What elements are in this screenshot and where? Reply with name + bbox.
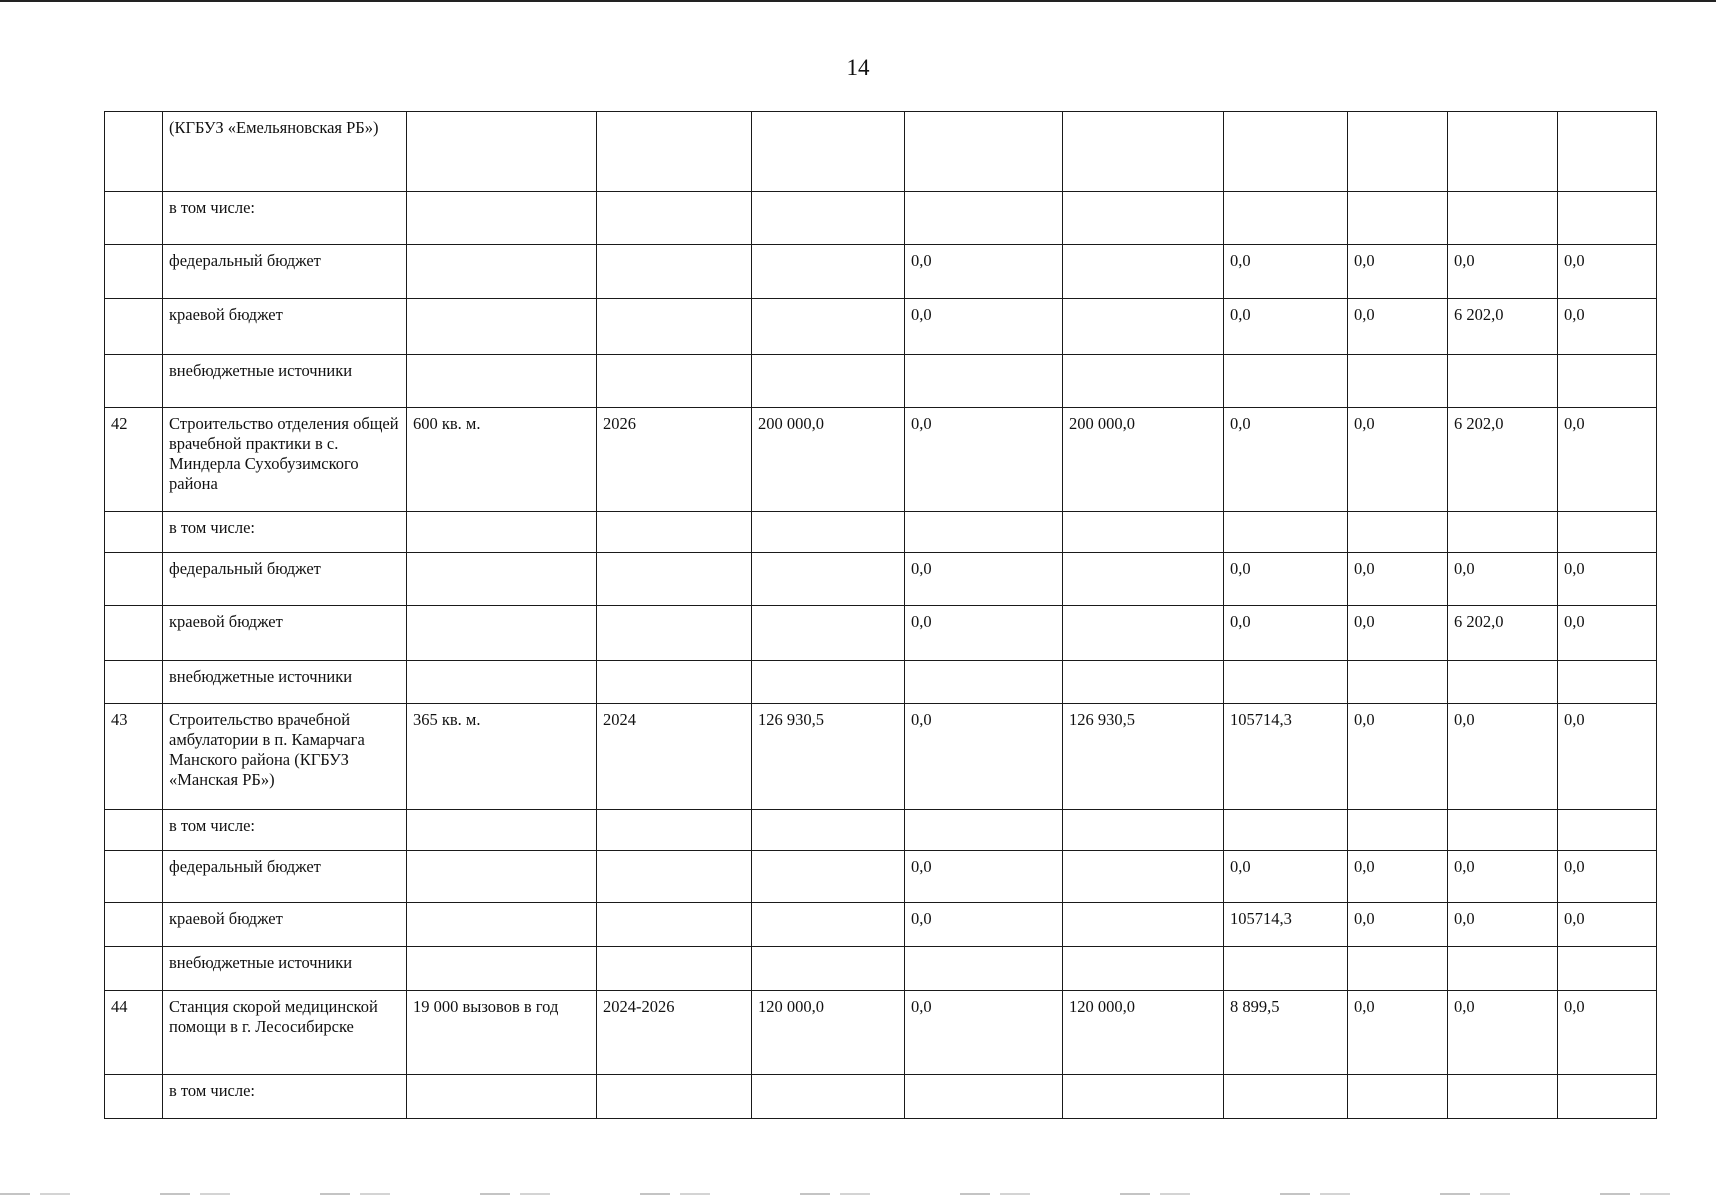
table-row (105, 991, 1657, 1075)
col-10-cell (1448, 112, 1558, 192)
col-6-cell: 0,0 (905, 553, 1063, 606)
total-cost-cell (752, 299, 905, 355)
col-7-cell (1063, 245, 1224, 299)
budget-table (104, 111, 1657, 1119)
table-row (105, 408, 1657, 512)
name-cell: внебюджетные источники (163, 661, 407, 704)
col-8-cell: 105714,3 (1224, 903, 1348, 947)
col-9-cell (1348, 947, 1448, 991)
row-number-cell (105, 512, 163, 553)
col-10-cell (1448, 192, 1558, 245)
col-6-cell: 0,0 (905, 606, 1063, 661)
total-cost-cell: 120 000,0 (752, 991, 905, 1075)
col-10-cell: 0,0 (1448, 553, 1558, 606)
col-11-cell: 0,0 (1558, 606, 1657, 661)
row-number-cell (105, 661, 163, 704)
col-7-cell (1063, 512, 1224, 553)
col-8-cell: 0,0 (1224, 245, 1348, 299)
capacity-cell (407, 1075, 597, 1119)
top-border-line (0, 0, 1716, 2)
col-11-cell: 0,0 (1558, 299, 1657, 355)
col-7-cell (1063, 355, 1224, 408)
col-6-cell (905, 1075, 1063, 1119)
col-11-cell (1558, 810, 1657, 851)
period-cell (597, 355, 752, 408)
col-11-cell (1558, 1075, 1657, 1119)
row-number-cell (105, 299, 163, 355)
col-7-cell: 120 000,0 (1063, 991, 1224, 1075)
period-cell (597, 661, 752, 704)
period-cell (597, 851, 752, 903)
total-cost-cell (752, 355, 905, 408)
col-6-cell (905, 661, 1063, 704)
col-8-cell (1224, 355, 1348, 408)
col-6-cell (905, 112, 1063, 192)
col-6-cell: 0,0 (905, 704, 1063, 810)
total-cost-cell (752, 1075, 905, 1119)
capacity-cell (407, 112, 597, 192)
table-row (105, 851, 1657, 903)
col-10-cell: 6 202,0 (1448, 408, 1558, 512)
col-8-cell (1224, 810, 1348, 851)
col-9-cell (1348, 810, 1448, 851)
col-11-cell (1558, 192, 1657, 245)
col-6-cell (905, 512, 1063, 553)
table-row (105, 661, 1657, 704)
row-number-cell (105, 1075, 163, 1119)
name-cell: Строительство врачебной амбулатории в п. Камарчага Манского района (КГБУЗ «Манская РБ») (163, 704, 407, 810)
col-9-cell (1348, 1075, 1448, 1119)
col-7-cell (1063, 1075, 1224, 1119)
col-7-cell (1063, 606, 1224, 661)
capacity-cell (407, 553, 597, 606)
col-10-cell: 0,0 (1448, 245, 1558, 299)
col-7-cell (1063, 112, 1224, 192)
period-cell (597, 810, 752, 851)
name-cell: (КГБУЗ «Емельяновская РБ») (163, 112, 407, 192)
table-body (105, 112, 1657, 1119)
table-row (105, 553, 1657, 606)
row-number-cell: 42 (105, 408, 163, 512)
row-number-cell (105, 245, 163, 299)
period-cell (597, 299, 752, 355)
col-6-cell (905, 192, 1063, 245)
capacity-cell: 365 кв. м. (407, 704, 597, 810)
period-cell (597, 112, 752, 192)
table-row (105, 112, 1657, 192)
total-cost-cell (752, 947, 905, 991)
total-cost-cell: 126 930,5 (752, 704, 905, 810)
col-6-cell: 0,0 (905, 903, 1063, 947)
period-cell (597, 606, 752, 661)
row-number-cell (105, 112, 163, 192)
col-9-cell: 0,0 (1348, 299, 1448, 355)
total-cost-cell (752, 192, 905, 245)
col-10-cell (1448, 947, 1558, 991)
page-number: 14 (846, 55, 870, 80)
col-6-cell: 0,0 (905, 408, 1063, 512)
col-7-cell (1063, 851, 1224, 903)
row-number-cell (105, 355, 163, 408)
period-cell (597, 192, 752, 245)
col-7-cell: 200 000,0 (1063, 408, 1224, 512)
col-9-cell (1348, 512, 1448, 553)
col-7-cell (1063, 947, 1224, 991)
capacity-cell (407, 355, 597, 408)
row-number-cell (105, 553, 163, 606)
col-7-cell: 126 930,5 (1063, 704, 1224, 810)
col-11-cell (1558, 947, 1657, 991)
capacity-cell (407, 851, 597, 903)
col-8-cell (1224, 1075, 1348, 1119)
period-cell (597, 1075, 752, 1119)
table-row (105, 810, 1657, 851)
col-11-cell: 0,0 (1558, 553, 1657, 606)
col-9-cell: 0,0 (1348, 553, 1448, 606)
col-10-cell: 0,0 (1448, 991, 1558, 1075)
name-cell: в том числе: (163, 1075, 407, 1119)
col-6-cell: 0,0 (905, 245, 1063, 299)
col-11-cell (1558, 355, 1657, 408)
col-6-cell (905, 810, 1063, 851)
name-cell: краевой бюджет (163, 903, 407, 947)
col-7-cell (1063, 192, 1224, 245)
col-8-cell (1224, 112, 1348, 192)
col-10-cell: 6 202,0 (1448, 299, 1558, 355)
name-cell: в том числе: (163, 512, 407, 553)
col-7-cell (1063, 903, 1224, 947)
capacity-cell (407, 947, 597, 991)
col-8-cell (1224, 192, 1348, 245)
col-9-cell (1348, 355, 1448, 408)
col-9-cell: 0,0 (1348, 408, 1448, 512)
name-cell: краевой бюджет (163, 606, 407, 661)
name-cell: внебюджетные источники (163, 355, 407, 408)
capacity-cell (407, 903, 597, 947)
col-9-cell: 0,0 (1348, 245, 1448, 299)
col-11-cell (1558, 112, 1657, 192)
col-11-cell (1558, 512, 1657, 553)
col-9-cell (1348, 112, 1448, 192)
col-9-cell (1348, 661, 1448, 704)
col-8-cell (1224, 947, 1348, 991)
col-8-cell: 105714,3 (1224, 704, 1348, 810)
col-6-cell (905, 355, 1063, 408)
col-8-cell: 0,0 (1224, 299, 1348, 355)
col-9-cell: 0,0 (1348, 704, 1448, 810)
name-cell: в том числе: (163, 810, 407, 851)
period-cell: 2024 (597, 704, 752, 810)
table-row (105, 704, 1657, 810)
col-8-cell (1224, 661, 1348, 704)
scan-artifact-line (0, 1193, 1716, 1195)
col-9-cell (1348, 192, 1448, 245)
col-11-cell: 0,0 (1558, 245, 1657, 299)
col-7-cell (1063, 810, 1224, 851)
total-cost-cell (752, 112, 905, 192)
table-row (105, 245, 1657, 299)
table-row (105, 355, 1657, 408)
col-11-cell: 0,0 (1558, 903, 1657, 947)
col-10-cell: 0,0 (1448, 704, 1558, 810)
col-6-cell: 0,0 (905, 991, 1063, 1075)
table-row (105, 1075, 1657, 1119)
capacity-cell (407, 606, 597, 661)
col-9-cell: 0,0 (1348, 606, 1448, 661)
table-row (105, 606, 1657, 661)
total-cost-cell (752, 512, 905, 553)
capacity-cell: 600 кв. м. (407, 408, 597, 512)
col-6-cell: 0,0 (905, 299, 1063, 355)
capacity-cell (407, 512, 597, 553)
row-number-cell (105, 606, 163, 661)
name-cell: внебюджетные источники (163, 947, 407, 991)
col-10-cell (1448, 512, 1558, 553)
col-8-cell: 0,0 (1224, 851, 1348, 903)
period-cell (597, 245, 752, 299)
col-11-cell: 0,0 (1558, 704, 1657, 810)
col-8-cell: 0,0 (1224, 606, 1348, 661)
name-cell: федеральный бюджет (163, 245, 407, 299)
capacity-cell (407, 299, 597, 355)
row-number-cell (105, 947, 163, 991)
col-6-cell: 0,0 (905, 851, 1063, 903)
col-11-cell: 0,0 (1558, 408, 1657, 512)
name-cell: в том числе: (163, 192, 407, 245)
table-row (105, 512, 1657, 553)
row-number-cell: 44 (105, 991, 163, 1075)
period-cell (597, 947, 752, 991)
total-cost-cell (752, 606, 905, 661)
col-7-cell (1063, 553, 1224, 606)
col-11-cell: 0,0 (1558, 851, 1657, 903)
col-10-cell (1448, 1075, 1558, 1119)
period-cell: 2026 (597, 408, 752, 512)
col-10-cell: 0,0 (1448, 851, 1558, 903)
col-11-cell: 0,0 (1558, 991, 1657, 1075)
total-cost-cell: 200 000,0 (752, 408, 905, 512)
col-9-cell: 0,0 (1348, 851, 1448, 903)
col-10-cell (1448, 810, 1558, 851)
col-10-cell: 6 202,0 (1448, 606, 1558, 661)
col-10-cell (1448, 355, 1558, 408)
period-cell: 2024-2026 (597, 991, 752, 1075)
total-cost-cell (752, 903, 905, 947)
name-cell: краевой бюджет (163, 299, 407, 355)
row-number-cell (105, 810, 163, 851)
total-cost-cell (752, 661, 905, 704)
col-9-cell: 0,0 (1348, 903, 1448, 947)
period-cell (597, 512, 752, 553)
name-cell: федеральный бюджет (163, 851, 407, 903)
capacity-cell (407, 192, 597, 245)
name-cell: Станция скорой медицинской помощи в г. Лесосибирске (163, 991, 407, 1075)
col-8-cell: 0,0 (1224, 553, 1348, 606)
table-row (105, 947, 1657, 991)
total-cost-cell (752, 553, 905, 606)
row-number-cell (105, 192, 163, 245)
capacity-cell (407, 245, 597, 299)
col-6-cell (905, 947, 1063, 991)
period-cell (597, 553, 752, 606)
col-7-cell (1063, 299, 1224, 355)
total-cost-cell (752, 810, 905, 851)
period-cell (597, 903, 752, 947)
capacity-cell (407, 810, 597, 851)
name-cell: федеральный бюджет (163, 553, 407, 606)
capacity-cell: 19 000 вызовов в год (407, 991, 597, 1075)
col-8-cell (1224, 512, 1348, 553)
col-7-cell (1063, 661, 1224, 704)
total-cost-cell (752, 245, 905, 299)
table-row (105, 192, 1657, 245)
col-8-cell: 8 899,5 (1224, 991, 1348, 1075)
name-cell: Строительство отделения общей врачебной практики в с. Миндерла Сухобузимского района (163, 408, 407, 512)
row-number-cell (105, 903, 163, 947)
table-row (105, 903, 1657, 947)
col-11-cell (1558, 661, 1657, 704)
row-number-cell: 43 (105, 704, 163, 810)
col-9-cell: 0,0 (1348, 991, 1448, 1075)
col-10-cell: 0,0 (1448, 903, 1558, 947)
table-row (105, 299, 1657, 355)
total-cost-cell (752, 851, 905, 903)
col-8-cell: 0,0 (1224, 408, 1348, 512)
capacity-cell (407, 661, 597, 704)
row-number-cell (105, 851, 163, 903)
col-10-cell (1448, 661, 1558, 704)
